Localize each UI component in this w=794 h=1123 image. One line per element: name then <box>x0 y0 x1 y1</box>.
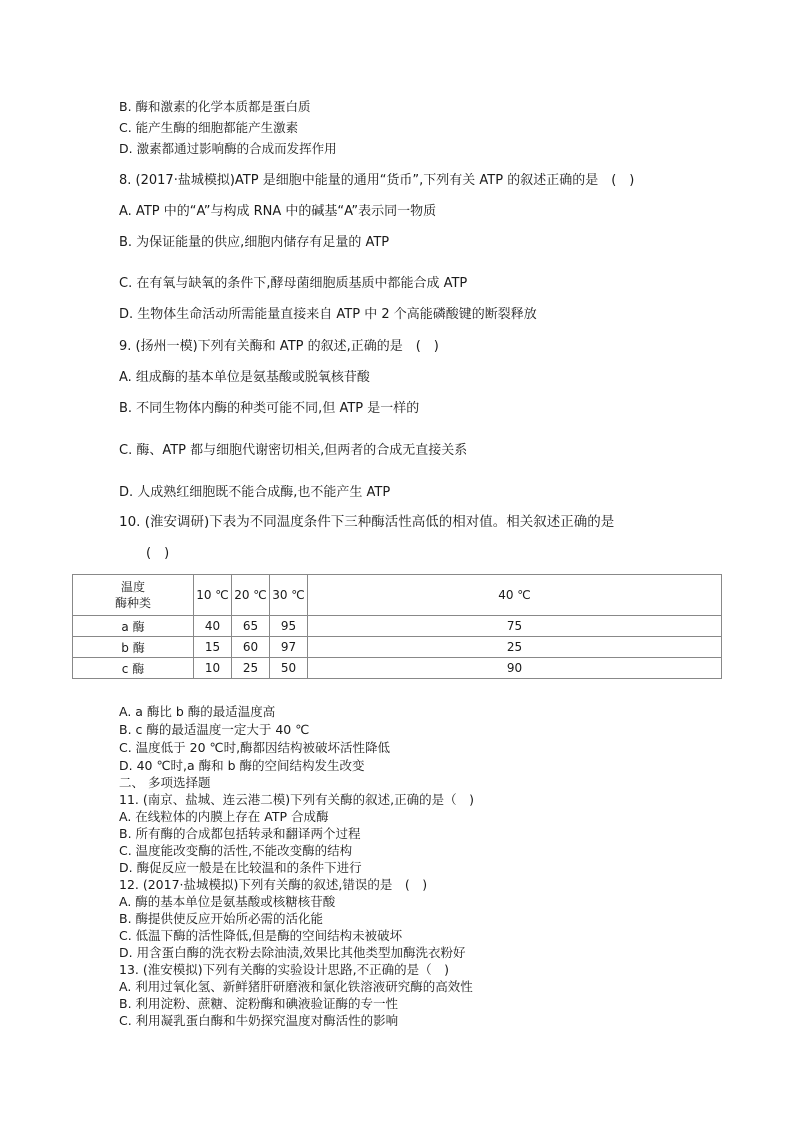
question-13-option-a: A. 利用过氧化氢、新鲜猪肝研磨液和氯化铁溶液研究酶的高效性 <box>119 979 473 994</box>
table-row <box>73 658 722 679</box>
table-row <box>73 616 722 637</box>
question-13-option-b: B. 利用淀粉、蔗糖、淀粉酶和碘液验证酶的专一性 <box>119 996 399 1011</box>
table-cell: 25 <box>308 637 722 658</box>
question-8-option-d: D. 生物体生命活动所需能量直接来自 ATP 中 2 个高能磷酸键的断裂释放 <box>119 307 537 322</box>
question-13-stem: 13. (淮安模拟)下列有关酶的实验设计思路,不正确的是（ ) <box>119 962 449 977</box>
table-cell: 25 <box>232 658 270 679</box>
question-8-option-c: C. 在有氧与缺氧的条件下,酵母菌细胞质基质中都能合成 ATP <box>119 276 468 291</box>
column-header: 40 ℃ <box>308 575 722 616</box>
question-11-option-a: A. 在线粒体的内膜上存在 ATP 合成酶 <box>119 809 329 824</box>
table-cell: 10 <box>194 658 232 679</box>
question-10-option-a: A. a 酶比 b 酶的最适温度高 <box>119 704 276 719</box>
question-11-option-c: C. 温度能改变酶的活性,不能改变酶的结构 <box>119 843 353 858</box>
enzyme-activity-table <box>72 574 722 679</box>
table-cell: 60 <box>232 637 270 658</box>
table-row <box>73 637 722 658</box>
column-header: 10 ℃ <box>194 575 232 616</box>
question-9-option-d: D. 人成熟红细胞既不能合成酶,也不能产生 ATP <box>119 485 391 500</box>
table-cell: 97 <box>270 637 308 658</box>
table-cell: 95 <box>270 616 308 637</box>
question-10-paren: ( ) <box>146 546 170 561</box>
question-9-option-a: A. 组成酶的基本单位是氨基酸或脱氧核苷酸 <box>119 370 370 385</box>
question-10-option-c: C. 温度低于 20 ℃时,酶都因结构被破坏活性降低 <box>119 740 391 755</box>
question-13-option-c: C. 利用凝乳蛋白酶和牛奶探究温度对酶活性的影响 <box>119 1013 399 1028</box>
column-header: 30 ℃ <box>270 575 308 616</box>
table-cell: 40 <box>194 616 232 637</box>
question-8-option-b: B. 为保证能量的供应,细胞内储存有足量的 ATP <box>119 235 390 250</box>
row-header: c 酶 <box>73 658 194 679</box>
option-b: B. 酶和激素的化学本质都是蛋白质 <box>119 99 311 114</box>
option-d: D. 激素都通过影响酶的合成而发挥作用 <box>119 141 337 156</box>
question-10-option-d: D. 40 ℃时,a 酶和 b 酶的空间结构发生改变 <box>119 758 365 773</box>
question-11-option-b: B. 所有酶的合成都包括转录和翻译两个过程 <box>119 826 361 841</box>
question-11-option-d: D. 酶促反应一般是在比较温和的条件下进行 <box>119 860 362 875</box>
table-cell: 65 <box>232 616 270 637</box>
question-8-stem: 8. (2017·盐城模拟)ATP 是细胞中能量的通用“货币”,下列有关 ATP 的叙述正确的是 ( ) <box>119 173 635 188</box>
question-9-option-b: B. 不同生物体内酶的种类可能不同,但 ATP 是一样的 <box>119 401 420 416</box>
question-9-option-c: C. 酶、ATP 都与细胞代谢密切相关,但两者的合成无直接关系 <box>119 443 468 458</box>
table-cell: 50 <box>270 658 308 679</box>
question-12-option-d: D. 用含蛋白酶的洗衣粉去除油渍,效果比其他类型加酶洗衣粉好 <box>119 945 466 960</box>
row-header: b 酶 <box>73 637 194 658</box>
table-corner-cell <box>73 575 194 616</box>
question-12-option-b: B. 酶提供使反应开始所必需的活化能 <box>119 911 324 926</box>
column-header: 20 ℃ <box>232 575 270 616</box>
question-8-option-a: A. ATP 中的“A”与构成 RNA 中的碱基“A”表示同一物质 <box>119 204 437 219</box>
option-c: C. 能产生酶的细胞都能产生激素 <box>119 120 299 135</box>
question-12-stem: 12. (2017·盐城模拟)下列有关酶的叙述,错误的是 ( ) <box>119 877 428 892</box>
question-11-stem: 11. (南京、盐城、连云港二模)下列有关酶的叙述,正确的是（ ) <box>119 792 474 807</box>
question-12-option-a: A. 酶的基本单位是氨基酸或核糖核苷酸 <box>119 894 336 909</box>
section-heading: 二、 多项选择题 <box>119 775 211 790</box>
question-10-option-b: B. c 酶的最适温度一定大于 40 ℃ <box>119 722 310 737</box>
table-cell: 15 <box>194 637 232 658</box>
table-cell: 90 <box>308 658 722 679</box>
question-10-stem: 10. (淮安调研)下表为不同温度条件下三种酶活性高低的相对值。相关叙述正确的是 <box>119 514 615 530</box>
table-cell: 75 <box>308 616 722 637</box>
temperature-header: 温度 <box>120 580 145 594</box>
question-9-stem: 9. (扬州一模)下列有关酶和 ATP 的叙述,正确的是 ( ) <box>119 339 439 354</box>
enzyme-type-header: 酶种类 <box>114 596 151 610</box>
question-12-option-c: C. 低温下酶的活性降低,但是酶的空间结构未被破坏 <box>119 928 403 943</box>
row-header: a 酶 <box>73 616 194 637</box>
table-header-row <box>73 575 722 616</box>
